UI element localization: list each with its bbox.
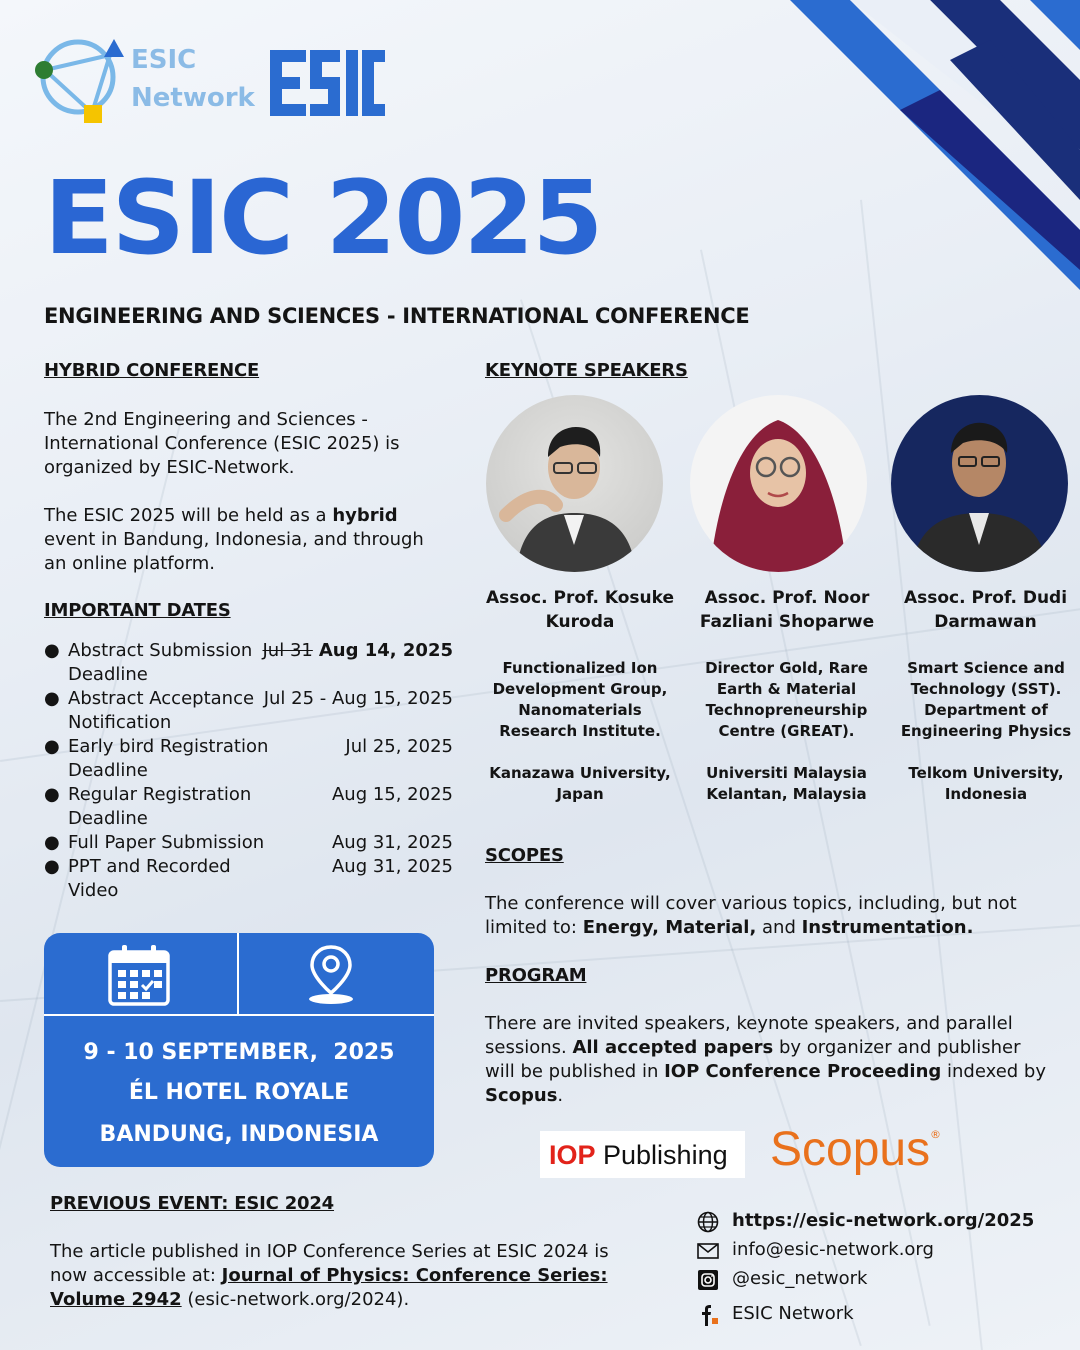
- date-item: ● Full Paper Submission Aug 31, 2025: [44, 832, 453, 853]
- divider: [237, 933, 239, 1015]
- hybrid-paragraph-1: The 2nd Engineering and Sciences - International Conference (ESIC 2025) is organized by ESIC-Network.: [44, 409, 400, 478]
- divider: [44, 1014, 434, 1016]
- speaker-photo: [891, 395, 1068, 572]
- speaker-photo: [690, 395, 867, 572]
- program-heading: PROGRAM: [485, 965, 587, 986]
- scopes-heading: SCOPES: [485, 845, 564, 866]
- speaker-name: Assoc. Prof. Kosuke Kuroda: [485, 588, 675, 632]
- previous-heading: PREVIOUS EVENT: ESIC 2024: [50, 1193, 335, 1214]
- speaker-portrait: [891, 395, 1068, 572]
- esic-network-logo: [30, 35, 130, 130]
- instagram-icon: [697, 1269, 719, 1291]
- speaker-institution: Universiti Malaysia Kelantan, Malaysia: [706, 764, 867, 803]
- poster: ESIC Network ESIC 2025 ENGINEERING AND SCIENCES - INTERNATIONAL CONFERENCE HYBRID CONFERENCE The 2nd Engineering and Sciences - International Conference (ESIC 2025) is organized by ESIC-Network. The ESIC 2025 will be held as a hybrid event in Bandung, Indonesia, and through an online platform. IMPORTANT DATES ● Abstract Submission Deadline Jul 31 Aug 14, 2025 ● Abstract Acceptance Notification Jul 25 - Aug 15, 2025 ● Early bird Registration Deadline Jul 25, 2025 ● Regular Registration Deadline Aug 15, 2025 ● Full Paper Submission Aug 31, 2025 ● PPT and Recorded Video Aug 31, 2025 9 - 10 SEPTEMBER, 2025 ÉL HOTEL ROYALE BANDUNG, INDONESIA KEYNOTE SPEAKERS Assoc. Prof. Kosuke Kuroda Assoc. Prof. Noor Fazliani Shoparwe Assoc. Prof. Dudi Darmawan Functionalized Ion Development Group, Nanomaterials Research Institute. Director Gold, Rare Earth & Material Technopreneurship Centre (GREAT). Smart Science and Technology (SST). Department of Engineering Physics Kanazawa University, Japan Universiti Malaysia Kelantan, Malaysia Telkom University, Indonesia SCOPES The conference will cover various topics, including, but not limited to: Energy, Material, and Instrumentation. PROGRAM There are invited speakers, keynote speakers, and parallel sessions. All accepted papers by organizer and publisher will be published in IOP Conference Proceeding indexed by Scopus. IOP Publishing Scopus ® PREVIOUS EVENT: ESIC 2024 The article published in IOP Conference Series at ESIC 2024 is now accessible at: Journal of Physics: Conference Series: Volume 2942 (esic-network.org/2024). https://esic-network.org/2025 info@esic-network.org @esic_network ESIC Network: [0, 0, 1080, 1350]
- date-item: ● Abstract Submission Deadline Jul 31 Aug 14, 2025: [44, 640, 453, 685]
- esic-logo: [270, 50, 385, 116]
- speaker-name: Assoc. Prof. Dudi Darmawan: [903, 588, 1068, 632]
- speaker-institution: Kanazawa University, Japan: [489, 764, 671, 803]
- date-item: ● PPT and Recorded Video Aug 31, 2025: [44, 856, 453, 901]
- location-pin-icon: [305, 943, 357, 1007]
- mail-icon: [697, 1240, 719, 1262]
- program-text: There are invited speakers, keynote speakers, and parallel sessions. All accepted papers by organizer and publisher will be published in IOP Conference Proceeding indexed by Scopus.: [485, 1013, 1047, 1106]
- iop-publishing-logo: IOP Publishing: [540, 1131, 745, 1178]
- date-item: ● Regular Registration Deadline Aug 15, 2025: [44, 784, 453, 829]
- page-title: ESIC 2025: [44, 159, 602, 278]
- speaker-affiliation: Director Gold, Rare Earth & Material Technopreneurship Centre (GREAT).: [705, 659, 868, 740]
- speaker-portrait: [690, 395, 867, 572]
- globe-icon: [697, 1211, 719, 1233]
- speaker-portrait: [486, 395, 663, 572]
- speaker-institution: Telkom University, Indonesia: [908, 764, 1064, 803]
- event-city: BANDUNG, INDONESIA: [99, 1122, 379, 1147]
- page-subtitle: ENGINEERING AND SCIENCES - INTERNATIONAL CONFERENCE: [44, 304, 750, 328]
- network-logo-text-1: ESIC: [131, 45, 197, 75]
- date-item: ● Early bird Registration Deadline Jul 25, 2025: [44, 736, 453, 781]
- scopes-text: The conference will cover various topics, including, but not limited to: Energy, Material, and Instrumentation.: [485, 893, 1017, 938]
- date-item: ● Abstract Acceptance Notification Jul 25 - Aug 15, 2025: [44, 688, 453, 733]
- old-date: Jul 31: [262, 640, 313, 661]
- dates-list: [44, 639, 453, 903]
- event-venue: ÉL HOTEL ROYALE: [128, 1080, 350, 1105]
- hybrid-heading: HYBRID CONFERENCE: [44, 360, 260, 381]
- event-date: 9 - 10 SEPTEMBER, 2025: [83, 1040, 395, 1065]
- registered-mark: ®: [930, 1128, 941, 1141]
- scopus-logo: Scopus: [770, 1123, 931, 1176]
- network-logo-text-2: Network: [131, 83, 255, 113]
- dates-heading: IMPORTANT DATES: [44, 600, 231, 621]
- event-info-box: [44, 933, 434, 1167]
- speaker-photo: [486, 395, 663, 572]
- journal-link[interactable]: Journal of Physics: Conference Series: Volume 2942: [50, 1265, 608, 1310]
- facebook-icon: [697, 1304, 719, 1326]
- keynote-heading: KEYNOTE SPEAKERS: [485, 360, 688, 381]
- corner-stripes: [700, 0, 1080, 300]
- speaker-affiliation: Functionalized Ion Development Group, Nanomaterials Research Institute.: [492, 659, 668, 740]
- calendar-icon: [107, 943, 171, 1007]
- speaker-affiliation: Smart Science and Technology (SST). Department of Engineering Physics: [900, 659, 1072, 740]
- hybrid-paragraph-2: The ESIC 2025 will be held as a hybrid event in Bandung, Indonesia, and through an online platform.: [44, 505, 424, 574]
- previous-text: The article published in IOP Conference Series at ESIC 2024 is now accessible at: Journal of Physics: Conference Series: Volume 2942 (esic-network.org/2024).: [50, 1241, 609, 1310]
- speaker-name: Assoc. Prof. Noor Fazliani Shoparwe: [699, 588, 875, 632]
